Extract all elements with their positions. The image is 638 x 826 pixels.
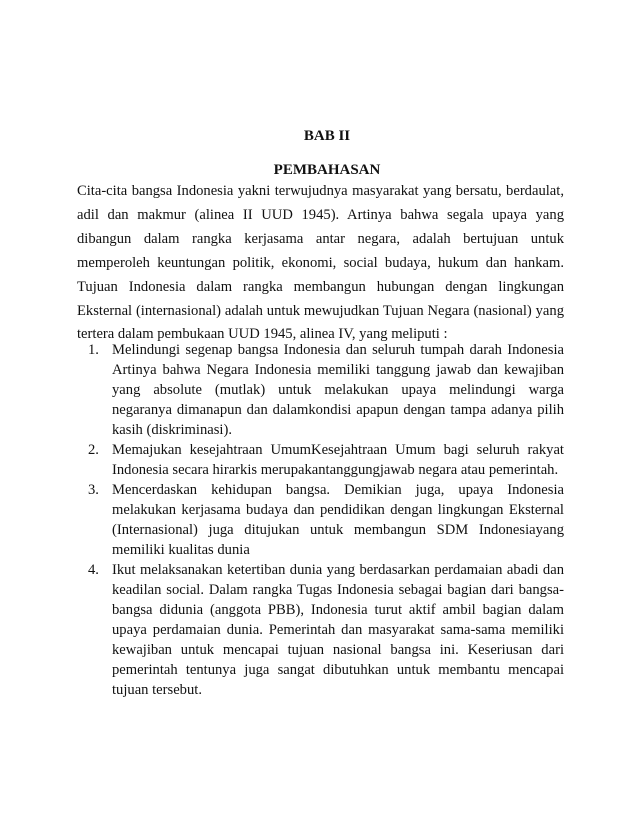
list-item-line: bangsa didunia (anggota PBB), Indonesia turut aktif ambil bagian dalam <box>112 602 564 618</box>
list-item-line: kewajiban untuk mencapai tujuan nasional bangsa ini. Keseriusan dari <box>112 642 564 658</box>
list-item-line: yang absolute (mutlak) untuk melakukan upaya melindungi warga <box>112 382 564 398</box>
list-item-line: pemerintah tentunya juga sangat dibutuhkan untuk membantu mencapai <box>112 662 564 678</box>
list-item-line: Artinya bahwa Negara Indonesia memiliki tanggung jawab dan kewajiban <box>112 362 564 378</box>
list-item-line: melakukan kerjasama budaya dan pendidikan dengan lingkungan Eksternal <box>112 502 564 518</box>
list-number: 1. <box>88 342 99 358</box>
list-item <box>88 440 564 480</box>
list-item-line: kasih (diskriminasi). <box>112 422 232 438</box>
list-item <box>88 560 564 700</box>
paragraph-line: memperoleh keuntungan politik, ekonomi, social budaya, hukum dan hankam. <box>77 254 564 271</box>
paragraph-line: Tujuan Indonesia dalam rangka membangun hubungan dengan lingkungan <box>77 278 564 295</box>
list-item-line: keadilan social. Dalam rangka Tugas Indonesia sebagai bagian dari bangsa- <box>112 582 564 598</box>
list-item-line: Melindungi segenap bangsa Indonesia dan seluruh tumpah darah Indonesia <box>112 342 564 358</box>
paragraph-line: tertera dalam pembukaan UUD 1945, alinea IV, yang meliputi : <box>77 326 448 343</box>
paragraph-line: dibangun dalam rangka kerjasama antar negara, adalah bertujuan untuk <box>77 230 564 247</box>
list-item-line: negaranya dimanapun dan dalamkondisi apapun dengan tampa adanya pilih <box>112 402 564 418</box>
paragraph-line: Eksternal (internasional) adalah untuk mewujudkan Tujuan Negara (nasional) yang <box>77 302 564 319</box>
list-item-line: Memajukan kesejahtraan UmumKesejahtraan Umum bagi seluruh rakyat <box>112 442 564 458</box>
paragraph-line: Cita-cita bangsa Indonesia yakni terwujudnya masyarakat yang bersatu, berdaulat, <box>77 183 564 199</box>
intro-paragraph <box>77 180 564 347</box>
goals-list <box>88 340 564 700</box>
list-item-line: memiliki kualitas dunia <box>112 542 250 558</box>
list-item-line: (Internasional) juga ditujukan untuk membangun SDM Indonesiayang <box>112 522 564 538</box>
list-item-line: upaya perdamaian dunia. Pemerintah dan masyarakat sama-sama memiliki <box>112 622 564 638</box>
list-number: 2. <box>88 442 99 458</box>
list-item-line: Mencerdaskan kehidupan bangsa. Demikian juga, upaya Indonesia <box>112 482 564 498</box>
paragraph-line: adil dan makmur (alinea II UUD 1945). Artinya bahwa segala upaya yang <box>77 206 564 223</box>
list-number: 4. <box>88 562 99 578</box>
list-item-line: tujuan tersebut. <box>112 682 202 698</box>
section-title: PEMBAHASAN <box>273 162 381 178</box>
list-item-line: Indonesia secara hirarkis merupakantanggungjawab negara atau pemerintah. <box>112 462 559 478</box>
list-item-line: Ikut melaksanakan ketertiban dunia yang berdasarkan perdamaian abadi dan <box>112 562 564 578</box>
list-item <box>88 340 564 440</box>
chapter-heading: BAB II <box>303 128 351 144</box>
list-item <box>88 480 564 560</box>
list-number: 3. <box>88 482 99 498</box>
